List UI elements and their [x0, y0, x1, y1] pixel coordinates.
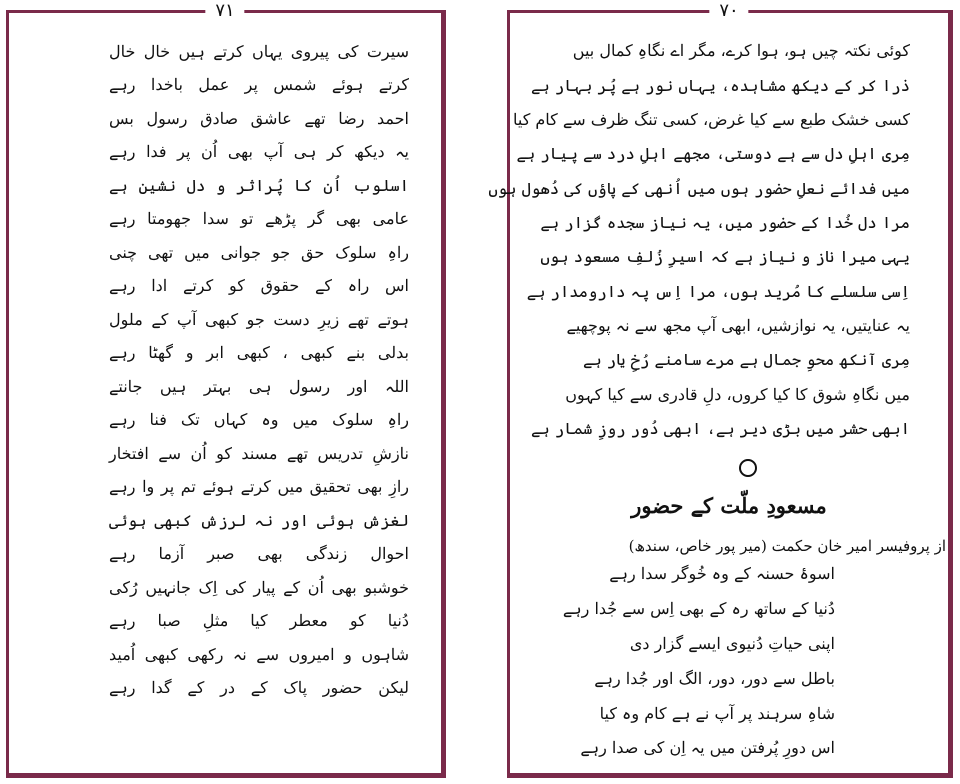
verse-line: شاہوں و امیروں سے نہ رکھی کبھی اُمید: [109, 645, 409, 664]
verse-line: دُنیا کو معطر کیا مثلِ صبا رہے: [109, 611, 409, 630]
verse-line: رازِ بھی تحقیق میں کرتے ہوئے تم پر وا رہے: [109, 477, 409, 496]
verse-line: کسی خشک طبع سے کیا غرض، کسی تنگ ظرف سے کام کیا: [512, 110, 910, 129]
verse-line: خوشبو بھی اُن کے پیار کی اِک جانہیں رُکی: [109, 578, 409, 597]
verse-line: احمد رضا تھے عاشق صادق رسول بس: [109, 109, 409, 128]
poem-line: باطل سے دور، دور، الگ اور جُدا رہے: [594, 669, 835, 688]
verse-line: اس راہ کے حقوق کو کرتے ادا رہے: [109, 276, 409, 295]
poem-title: مسعودِ ملّت کے حضور: [631, 493, 827, 518]
poem-line: شاہِ سرہند پر آپ نے ہے کام وہ کیا: [599, 704, 835, 723]
verse-line: لیکن حضور پاک کے در کے گدا رہے: [109, 678, 409, 697]
verse-line: ذرا کر کے دیکھ مشاہدہ، یہاں نور ہے پُر بہار ہے: [531, 76, 910, 95]
verse-line: کوئی نکتہ چیں ہو، ہوا کرے، مگر اے نگاہِ کمال بیں: [572, 41, 910, 60]
verse-line: اللہ اور رسول ہی بہتر ہیں جانتے: [109, 377, 409, 396]
verse-line: مِری آنکھ محوِ جمال ہے مرے سامنے رُخِ یار ہے: [582, 350, 910, 369]
verse-line: ابھی حشر میں بڑی دیر ہے، ابھی دُور روزِ شمار ہے: [531, 419, 910, 438]
verse-line: راہِ سلوک حق جو جوانی میں تھی چنی: [109, 243, 409, 262]
poem-line: دُنیا کے ساتھ رہ کے بھی اِس سے جُدا رہے: [562, 599, 835, 618]
verse-line: یہ عنایتیں، یہ نوازشیں، ابھی آپ مجھ سے نہ پوچھیے: [566, 316, 910, 335]
verse-line: بدلی بنے کبھی ، کبھی ابر و گھٹا رہے: [109, 343, 409, 362]
poem-line: اپنی حیاتِ دُنیوی ایسے گزار دی: [629, 634, 835, 653]
verse-line: مِری اہلِ دل سے ہے دوستی، مجھے اہلِ درد سے پیار ہے: [516, 144, 910, 163]
section-divider-circle: [739, 459, 757, 477]
verse-line: احوال زندگی بھی صبر آزما رہے: [109, 544, 409, 563]
verse-line: لغزش ہوئی اور نہ لرزش کبھی ہوئی: [109, 511, 409, 530]
verse-line: کرتے ہوئے شمس پر عمل باخدا رہے: [109, 75, 409, 94]
verse-line: راہِ سلوک میں وہ کہاں تک فنا رہے: [109, 410, 409, 429]
verse-line: اِسی سلسلے کا مُرید ہوں، مرا اِس پہ دارومدار ہے: [526, 282, 910, 301]
verse-line: یہ دیکھ کر ہی آپ بھی اُن پر فدا رہے: [109, 142, 409, 161]
left-page: [6, 0, 446, 778]
verse-line: سیرت کی پیروی یہاں کرتے ہیں خال خال: [109, 42, 409, 61]
poem-line: اسوۂ حسنہ کے وہ خُوگر سدا رہے: [609, 564, 835, 583]
poem-line: اس دورِ پُرفتن میں یہ اِن کی صدا رہے: [580, 738, 835, 757]
verse-line: نازشِ تدریس تھے مسند کو اُن سے افتخار: [109, 444, 409, 463]
page-number: ۷۱: [205, 1, 244, 21]
verse-line: میں فدائے نعلِ حضور ہوں میں اُنھی کے پاؤں کی دُھول ہوں: [488, 179, 910, 198]
verse-line: ہوتے تھے زیرِ دست جو کبھی آپ کے ملول: [109, 310, 409, 329]
poem-author: از پروفیسر امیر خان حکمت (میر پور خاص، سندھ): [628, 537, 946, 555]
verse-line: مرا دل خُدا کے حضور میں، یہ نیاز سجدہ گزار ہے: [540, 213, 910, 232]
verse-line: اسلوب اُن کا پُراثر و دل نشین ہے: [109, 176, 409, 195]
page-number: ۷۰: [709, 1, 748, 21]
verse-line: میں نگاہِ شوق کا کیا کروں، دلِ قادری سے کیا کہوں: [565, 385, 910, 404]
verse-line: عامی بھی گر پڑھے تو سدا جھومتا رہے: [109, 209, 409, 228]
right-page: [488, 0, 953, 778]
verse-line: یہی میرا ناز و نیاز ہے کہ اسیرِ زُلفِ مسعود ہوں: [540, 247, 910, 266]
